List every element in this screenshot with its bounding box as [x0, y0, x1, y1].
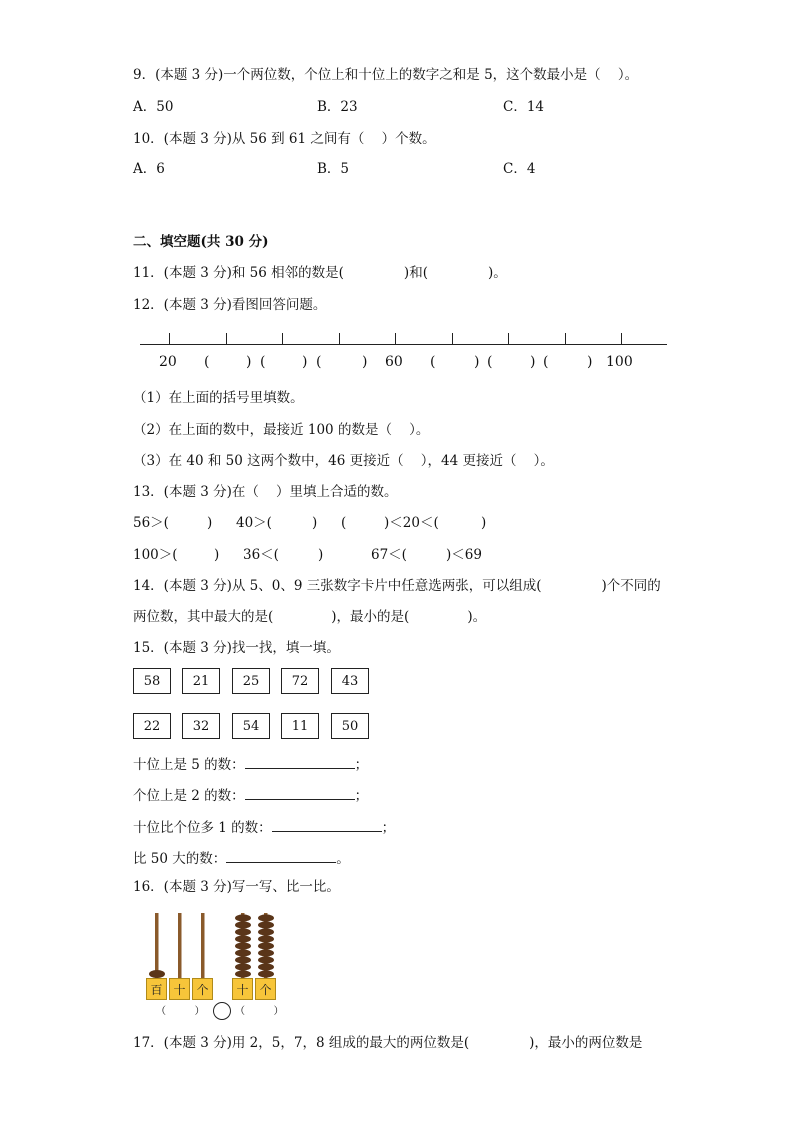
q14-line2-b: )，最小的是(	[331, 609, 410, 625]
number-line-paren: )	[587, 354, 593, 370]
number-line-paren: (	[204, 354, 210, 370]
number-line-paren: (	[487, 354, 493, 370]
number-line-paren: (	[316, 354, 322, 370]
q17-line	[133, 1037, 642, 1051]
q15-fill2-end: ；	[354, 788, 369, 804]
q14-line1	[133, 580, 661, 594]
number-line-paren: )	[474, 354, 480, 370]
abacus-label-hundreds: 百	[146, 978, 167, 1000]
number-card: 32	[182, 713, 220, 739]
q12-sub1: （1）在上面的括号里填数。	[133, 390, 304, 406]
number-line-tick	[169, 333, 170, 344]
q15-fill3-label: 十位比个位多 1 的数：	[133, 820, 272, 836]
q13-r2-f: )＜69	[446, 547, 482, 563]
compare-blank-left[interactable]: （ ）	[156, 1006, 205, 1017]
abacus-label-ones: 个	[255, 978, 276, 1000]
number-line-tick	[339, 333, 340, 344]
q15-fill4-end: 。	[336, 851, 350, 867]
q15-blank-2[interactable]	[245, 787, 355, 800]
number-card: 21	[182, 668, 220, 694]
q9-option-b[interactable]: B．23	[317, 99, 358, 115]
abacus-ones-beads	[258, 914, 274, 977]
number-line-paren: )	[530, 354, 536, 370]
number-line-label: 60	[385, 354, 403, 370]
number-line-paren: )	[302, 354, 308, 370]
number-line-paren: (	[430, 354, 436, 370]
compare-blank-right[interactable]: （ ）	[235, 1006, 284, 1017]
q15-fill4-label: 比 50 大的数：	[133, 851, 227, 867]
q13-r1-g: )	[481, 515, 487, 531]
number-line-tick	[565, 333, 566, 344]
q14-line1-b: )个不同的	[601, 578, 661, 594]
abacus-tens-beads	[235, 914, 251, 977]
q14-line2-c: )。	[467, 609, 487, 625]
number-line-paren: )	[246, 354, 252, 370]
q13-r2-a: 100＞(	[133, 547, 178, 563]
q17-text-b: )，最小的两位数是	[529, 1035, 643, 1051]
q15-fill1-label: 十位上是 5 的数：	[133, 757, 245, 773]
q11-line	[133, 267, 507, 281]
number-line	[140, 344, 667, 345]
number-card: 58	[133, 668, 171, 694]
q15-blank-3[interactable]	[272, 819, 382, 832]
q10-stem: 10．(本题 3 分)从 56 到 61 之间有（ ）个数。	[133, 131, 436, 147]
number-line-tick	[508, 333, 509, 344]
q10-option-c[interactable]: C．4	[503, 161, 536, 177]
q13-r1-c: 40＞(	[236, 515, 272, 531]
q15-fill4	[133, 850, 350, 867]
number-line-tick	[621, 333, 622, 344]
abacus-bead	[149, 970, 165, 978]
q10-option-b[interactable]: B．5	[317, 161, 350, 177]
abacus-rod	[178, 913, 182, 981]
q11-text-b: )和(	[403, 265, 428, 281]
q13-r2-e: 67＜(	[371, 547, 407, 563]
abacus-label-tens: 十	[169, 978, 190, 1000]
abacus-rod	[201, 913, 205, 981]
q13-r1-a: 56＞(	[133, 515, 169, 531]
number-line-tick	[395, 333, 396, 344]
section-title: 二、填空题(共 30 分)	[133, 234, 269, 250]
number-line-tick	[452, 333, 453, 344]
q11-text-a: 11．(本题 3 分)和 56 相邻的数是(	[133, 265, 344, 281]
q15-fill3	[133, 819, 395, 836]
q9-option-c[interactable]: C．14	[503, 99, 545, 115]
q15-fill3-end: ；	[381, 820, 396, 836]
q15-fill1	[133, 756, 368, 773]
q14-line1-a: 14．(本题 3 分)从 5、0、9 三张数字卡片中任意选两张，可以组成(	[133, 578, 542, 594]
q11-text-c: )。	[487, 265, 507, 281]
number-card: 72	[281, 668, 319, 694]
q15-stem: 15．(本题 3 分)找一找，填一填。	[133, 640, 340, 656]
q13-stem: 13．(本题 3 分)在（ ）里填上合适的数。	[133, 484, 398, 500]
abacus-label-ones: 个	[192, 978, 213, 1000]
number-card: 43	[331, 668, 369, 694]
number-line-tick	[282, 333, 283, 344]
q13-r1-f: )＜20＜(	[384, 515, 439, 531]
number-card: 54	[232, 713, 270, 739]
q15-blank-4[interactable]	[226, 850, 336, 863]
q13-r1-b: )	[207, 515, 213, 531]
q13-r2-c: 36＜(	[243, 547, 279, 563]
q9-option-a[interactable]: A．50	[133, 99, 174, 115]
number-line-label: 20	[159, 354, 177, 370]
number-line-tick	[226, 333, 227, 344]
q15-fill2	[133, 787, 368, 804]
q16-stem: 16．(本题 3 分)写一写、比一比。	[133, 879, 340, 895]
number-line-paren: )	[362, 354, 368, 370]
number-card: 50	[331, 713, 369, 739]
q13-r1-d: )	[312, 515, 318, 531]
q9-stem: 9．(本题 3 分)一个两位数，个位上和十位上的数字之和是 5，这个数最小是（ ）。	[133, 67, 639, 83]
q10-option-a[interactable]: A．6	[133, 161, 165, 177]
q17-text-a: 17．(本题 3 分)用 2，5，7，8 组成的最大的两位数是(	[133, 1035, 470, 1051]
abacus-label-tens: 十	[232, 978, 253, 1000]
number-line-paren: (	[543, 354, 549, 370]
q15-blank-1[interactable]	[245, 756, 355, 769]
q12-sub3: （3）在 40 和 50 这两个数中，46 更接近（ ），44 更接近（ ）。	[133, 453, 554, 469]
number-card: 22	[133, 713, 171, 739]
number-card: 25	[232, 668, 270, 694]
q13-r2-d: )	[318, 547, 324, 563]
q15-fill1-end: ；	[354, 757, 369, 773]
compare-circle[interactable]	[213, 1002, 231, 1020]
q15-fill2-label: 个位上是 2 的数：	[133, 788, 245, 804]
q12-sub2: （2）在上面的数中，最接近 100 的数是（ ）。	[133, 422, 430, 438]
number-card: 11	[281, 713, 319, 739]
q12-stem: 12．(本题 3 分)看图回答问题。	[133, 297, 327, 313]
q13-r2-b: )	[214, 547, 220, 563]
number-line-paren: (	[260, 354, 266, 370]
q14-line2-a: 两位数，其中最大的是(	[133, 609, 274, 625]
q14-line2	[133, 611, 486, 625]
number-line-label: 100	[606, 354, 633, 370]
q13-r1-e: (	[341, 515, 347, 531]
